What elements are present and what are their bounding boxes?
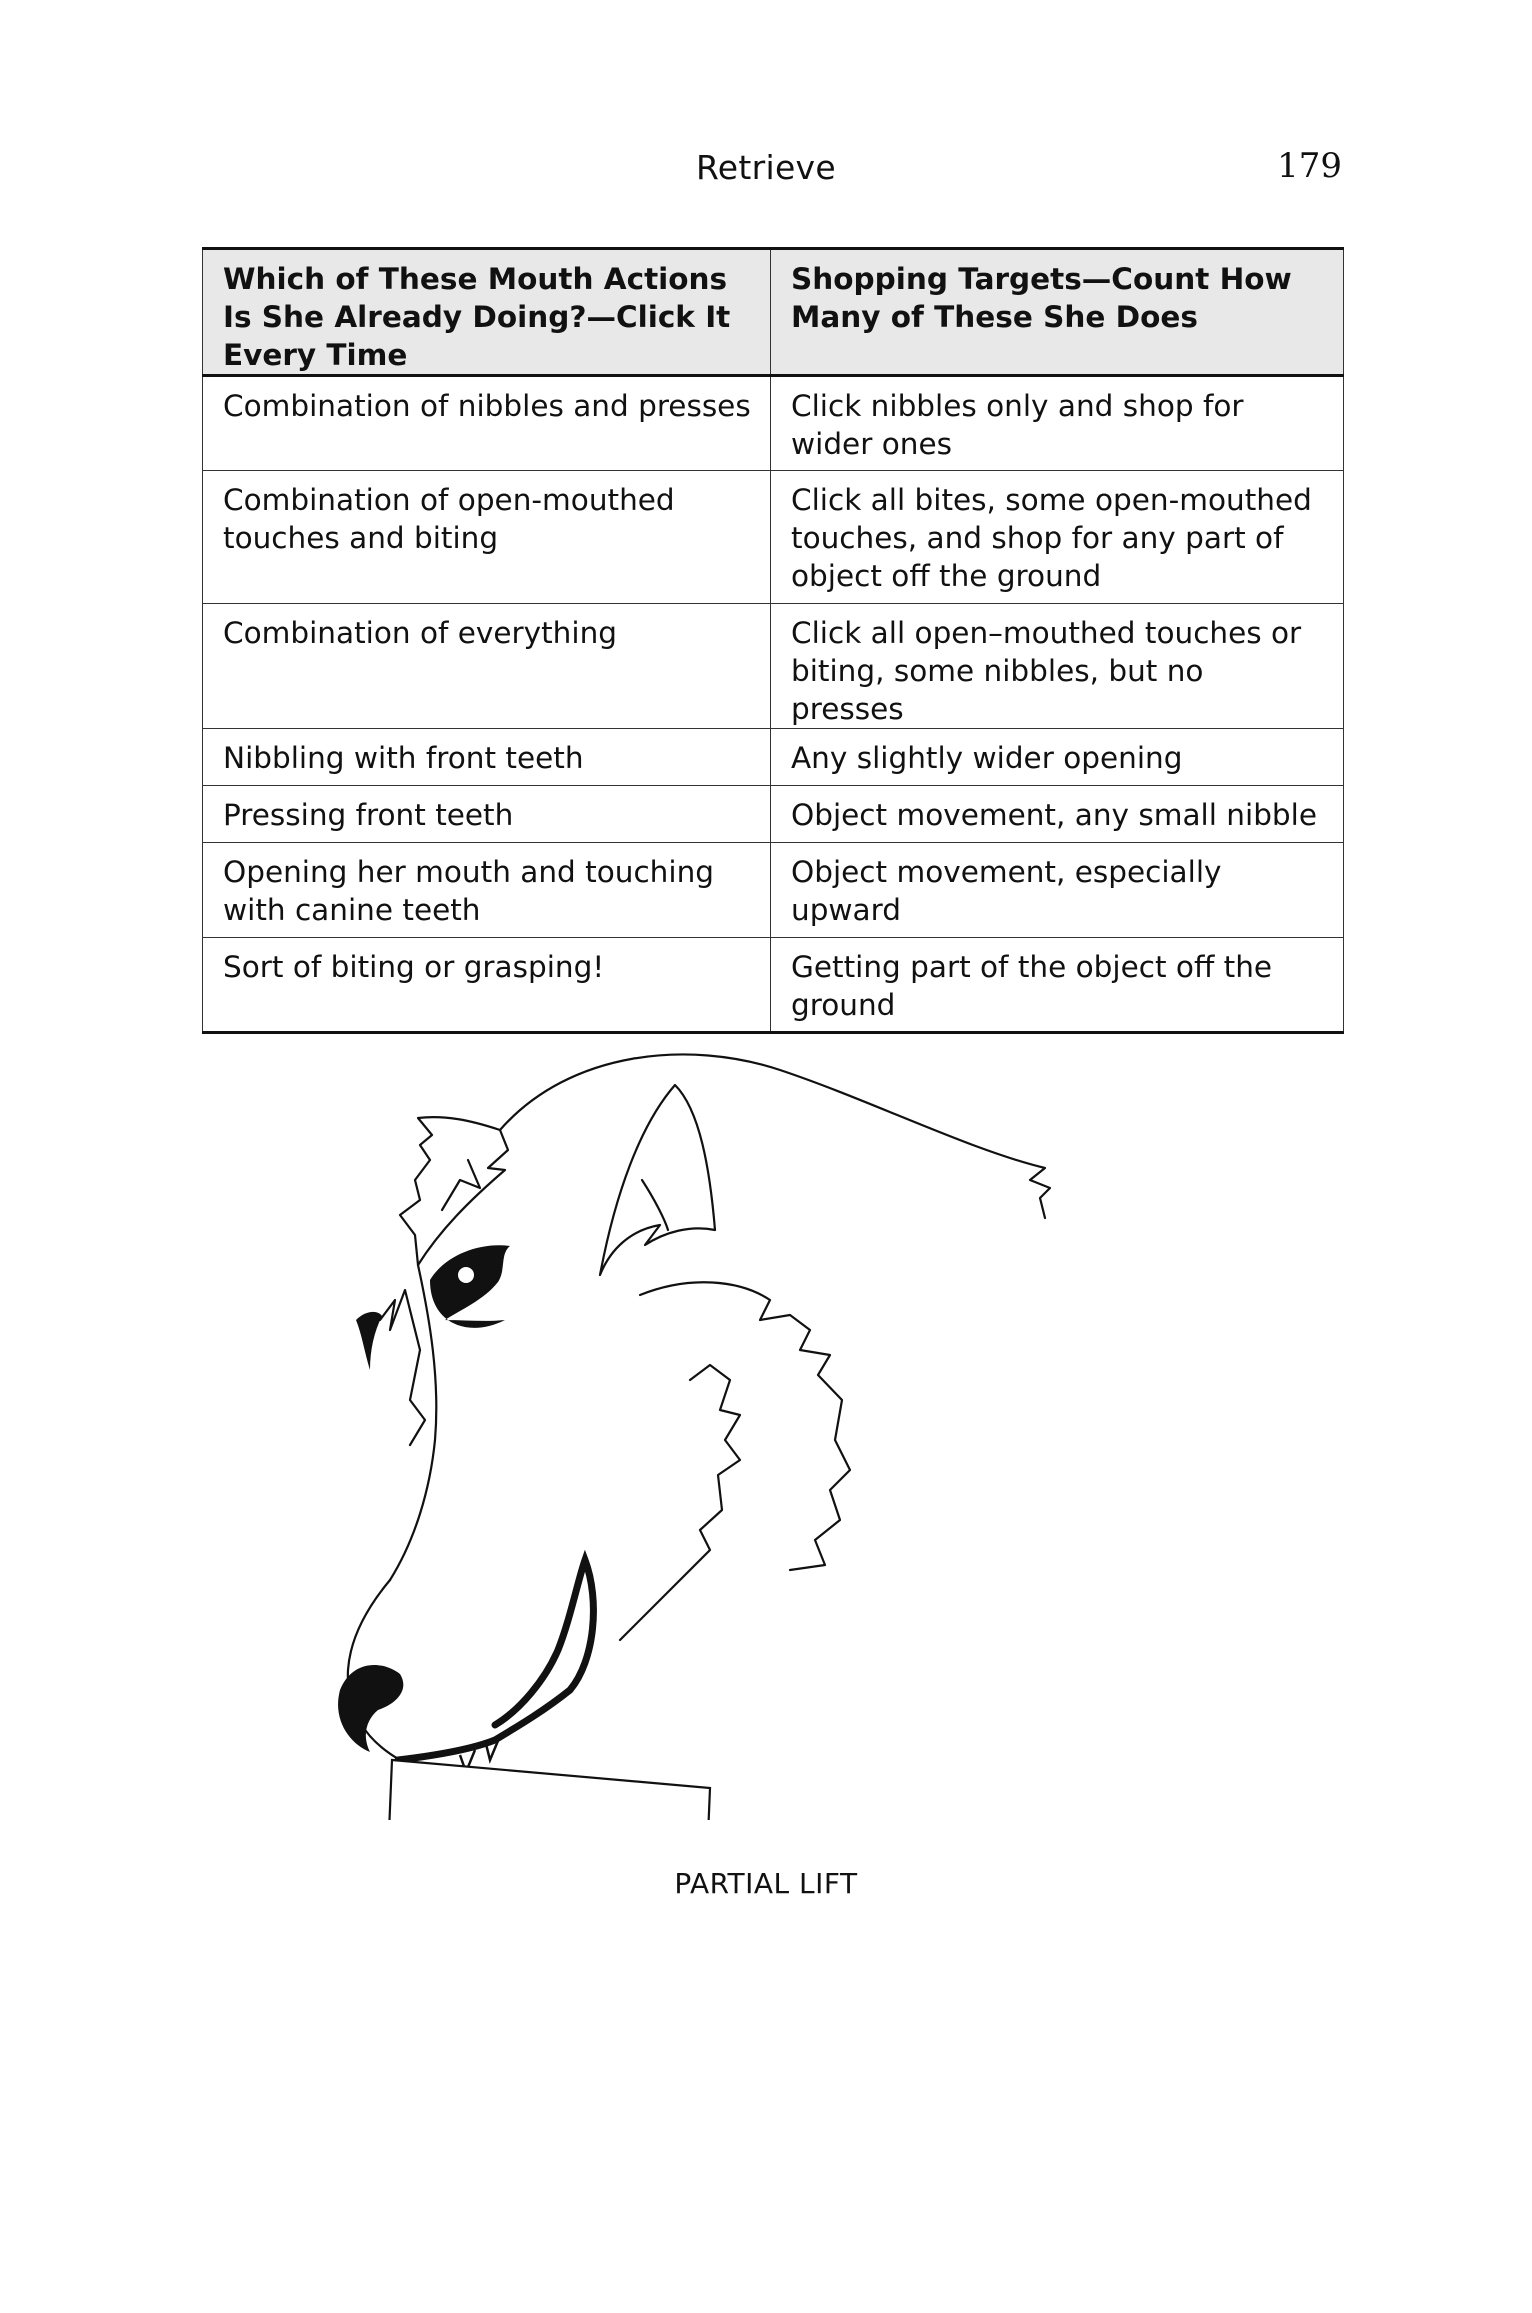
table-row <box>203 471 1344 604</box>
dog-right-ear <box>600 1085 715 1275</box>
dog-left-ear-fur <box>442 1160 480 1210</box>
dog-mouth-line <box>398 1560 593 1760</box>
table-cell: Click all open–mouthed touches or biting, some nibbles, but no presses <box>771 604 1344 729</box>
dog-cheek-fur <box>640 1282 850 1570</box>
column-header-shopping-targets: Shopping Targets—Count How Many of These She Does <box>771 249 1344 376</box>
table-cell: Combination of nibbles and presses <box>203 376 771 471</box>
table-row <box>203 843 1344 938</box>
dog-brow-mark <box>356 1312 382 1370</box>
table-cell: Click all bites, some open-mouthed touches, and shop for any part of object off the ground <box>771 471 1344 604</box>
table-row <box>203 786 1344 843</box>
table-row <box>203 604 1344 729</box>
dog-right-ear-inner <box>642 1180 668 1230</box>
table-cell: Object movement, any small nibble <box>771 786 1344 843</box>
table-cell: Pressing front teeth <box>203 786 771 843</box>
dog-face-tuft <box>380 1290 425 1445</box>
dog-eye <box>430 1245 510 1328</box>
page-number: 179 <box>1277 146 1342 186</box>
table-cell: Nibbling with front teeth <box>203 729 771 786</box>
table-cell: Click nibbles only and shop for wider ones <box>771 376 1344 471</box>
table-cell: Opening her mouth and touching with canine teeth <box>203 843 771 938</box>
shopping-targets-table <box>202 247 1344 1034</box>
table-cell: Sort of biting or grasping! <box>203 938 771 1033</box>
figure-caption: PARTIAL LIFT <box>674 1867 858 1900</box>
table-row <box>203 376 1344 471</box>
running-head: Retrieve <box>696 148 836 187</box>
dog-nose <box>338 1665 403 1752</box>
table-row <box>203 729 1344 786</box>
table-header-row <box>203 249 1344 376</box>
table-row <box>203 938 1344 1033</box>
dog-head-outline <box>500 1054 1050 1218</box>
table-cell: Object movement, especially upward <box>771 843 1344 938</box>
table-cell: Any slightly wider opening <box>771 729 1344 786</box>
table-cell: Combination of open-mouthed touches and biting <box>203 471 771 604</box>
column-header-mouth-actions: Which of These Mouth Actions Is She Already Doing?—Click It Every Time <box>203 249 771 376</box>
table-cell: Combination of everything <box>203 604 771 729</box>
lifted-object <box>389 1760 710 1820</box>
dog-jaw-fur <box>620 1365 740 1640</box>
dog-eye-highlight <box>458 1267 474 1283</box>
dog-partial-lift-illustration <box>270 1020 1270 1820</box>
table-cell: Getting part of the object off the ground <box>771 938 1344 1033</box>
